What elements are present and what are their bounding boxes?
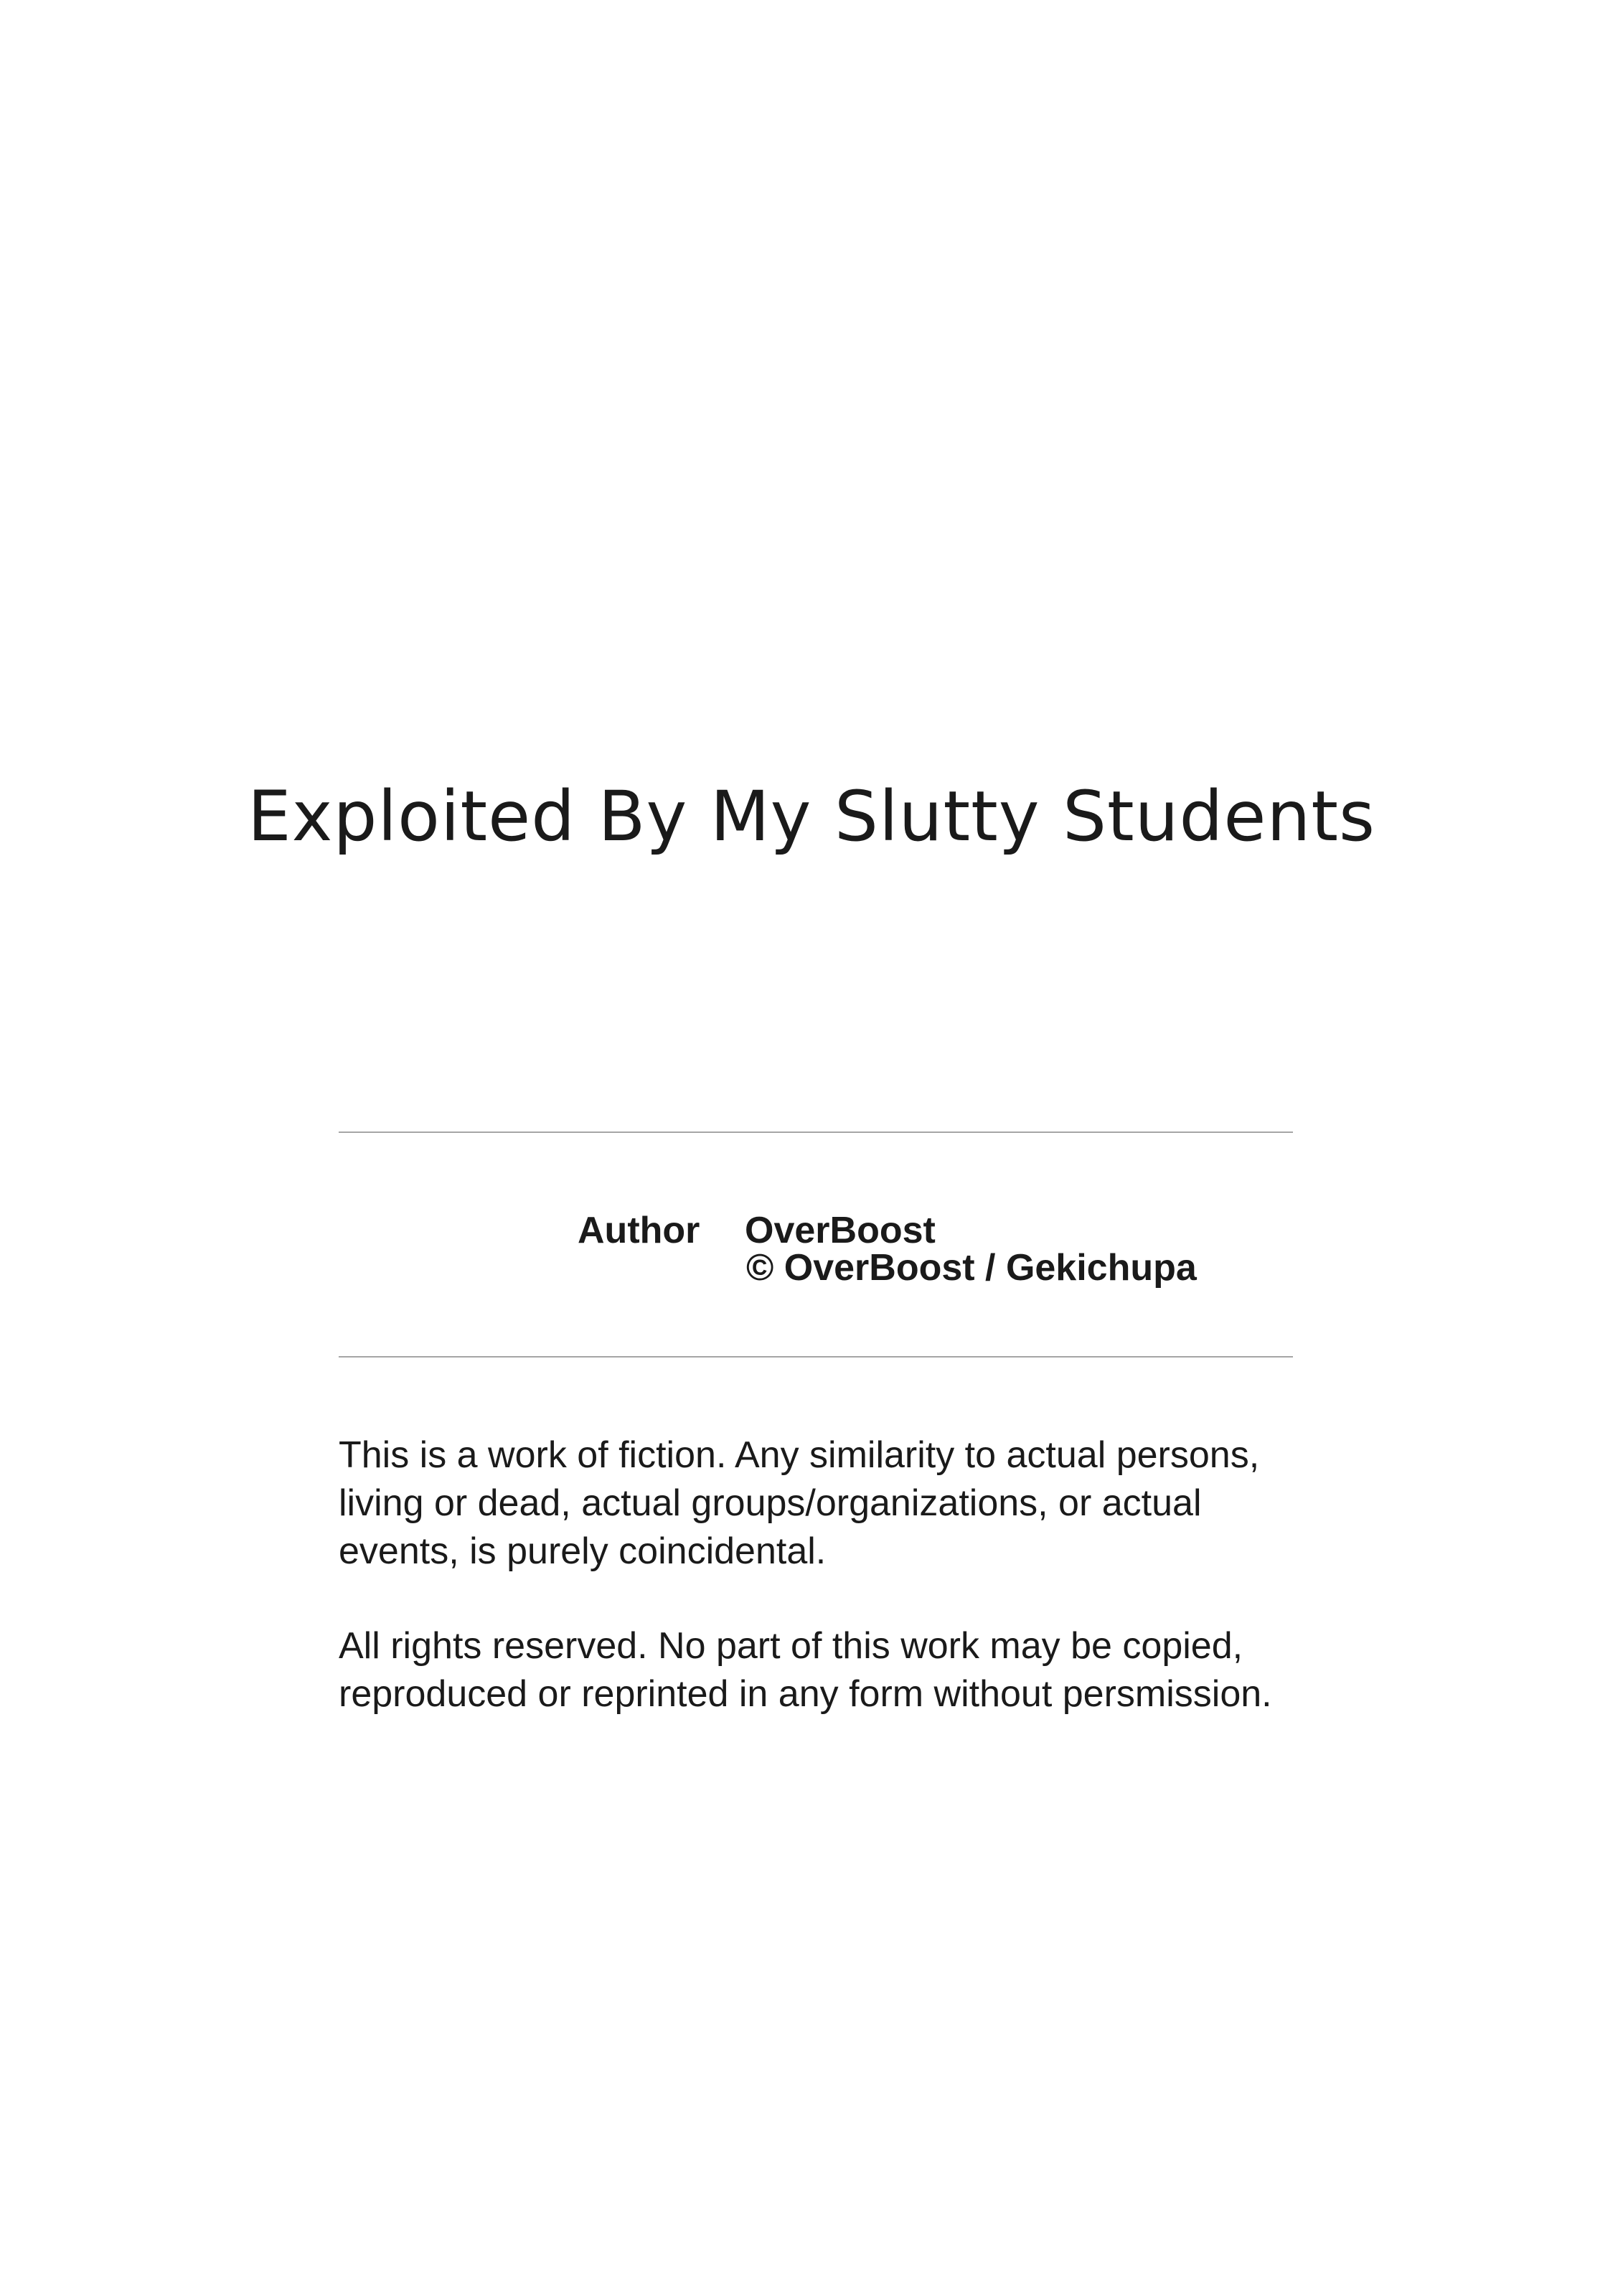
divider-bottom [339,1356,1293,1358]
fiction-disclaimer [339,1431,1343,1576]
fiction-disclaimer-line: events, is purely coincidental. [339,1530,827,1572]
fiction-disclaimer-line: This is a work of fiction. Any similarity to actual persons, [339,1434,1260,1476]
page-title: Exploited By My Slutty Students [248,776,1375,857]
rights-notice [339,1622,1343,1718]
rights-notice-line: reproduced or reprinted in any form without persmission. [339,1673,1272,1715]
fiction-disclaimer-line: living or dead, actual groups/organizations, or actual [339,1482,1202,1524]
divider-top [339,1131,1293,1133]
author-label: Author [578,1210,700,1251]
rights-notice-line: All rights reserved. No part of this work may be copied, [339,1625,1243,1667]
copyright-line: © OverBoost / Gekichupa [746,1247,1197,1289]
author-name: OverBoost [745,1210,936,1251]
